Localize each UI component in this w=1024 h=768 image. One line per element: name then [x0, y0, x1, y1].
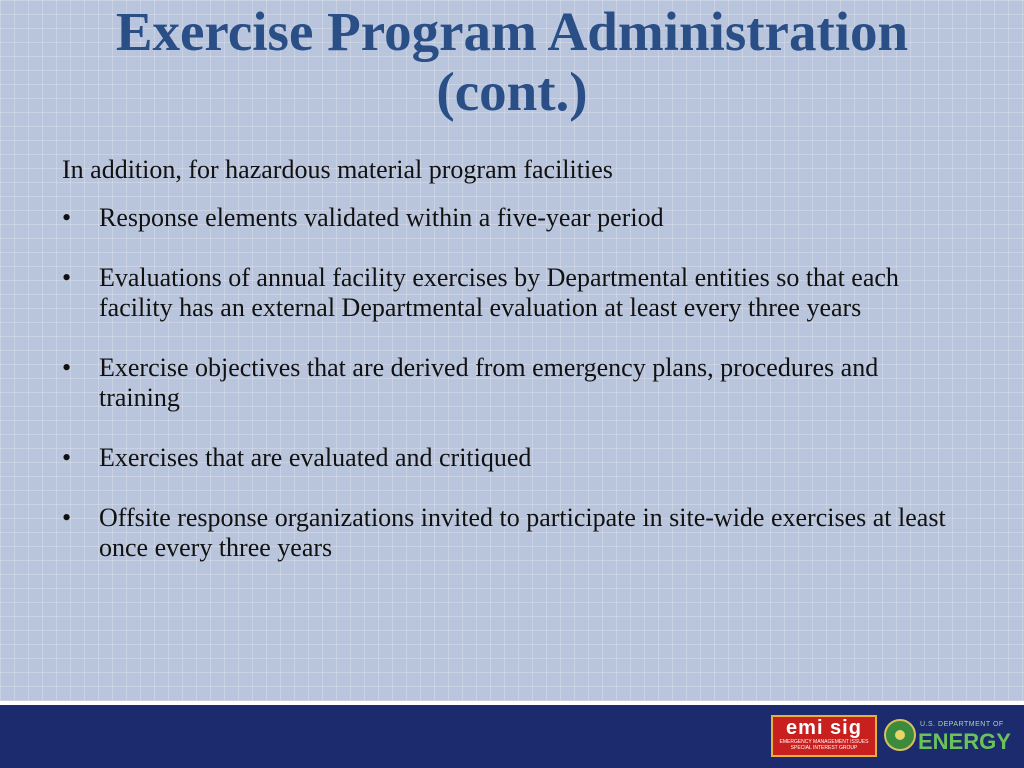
emi-logo-tagline-1: EMERGENCY MANAGEMENT ISSUES [779, 739, 869, 745]
bullet-text: Offsite response organizations invited to participate in site-wide exercises at least once every three years [99, 503, 946, 562]
bullet-dot-icon: • [62, 443, 72, 472]
bullet-text: Evaluations of annual facility exercises by Departmental entities so that each facility has an external Departmental evaluation at least every three years [99, 263, 899, 322]
bullet-item [62, 443, 962, 473]
bullet-dot-icon: • [62, 353, 72, 382]
bullet-dot-icon: • [62, 203, 72, 232]
bullet-item [62, 353, 962, 413]
bullet-list [62, 203, 962, 563]
slide-body [62, 155, 962, 593]
emi-logo-tagline-2: SPECIAL INTEREST GROUP [790, 745, 858, 751]
bullet-dot-icon: • [62, 263, 72, 292]
footer-bar [0, 705, 1024, 768]
title-line-2: (cont.) [436, 61, 588, 122]
title-line-1: Exercise Program Administration [115, 1, 909, 62]
bullet-item [62, 503, 962, 563]
doe-logo [884, 715, 1014, 757]
bullet-item [62, 263, 962, 323]
doe-logo-small-text: U.S. DEPARTMENT OF [920, 721, 1004, 728]
bullet-text: Exercises that are evaluated and critiqued [99, 443, 532, 472]
slide-title [0, 2, 1024, 122]
bullet-item [62, 203, 962, 233]
bullet-text: Exercise objectives that are derived from emergency plans, procedures and training [99, 353, 879, 412]
doe-logo-big-text: ENERGY [918, 729, 1011, 754]
bullet-dot-icon: • [62, 503, 72, 532]
emi-logo-name: emi sig [786, 717, 862, 739]
doe-seal-icon [884, 719, 916, 751]
intro-text: In addition, for hazardous material program facilities [62, 155, 613, 184]
bullet-text: Response elements validated within a five-year period [99, 203, 664, 232]
emi-sig-logo [771, 715, 877, 757]
